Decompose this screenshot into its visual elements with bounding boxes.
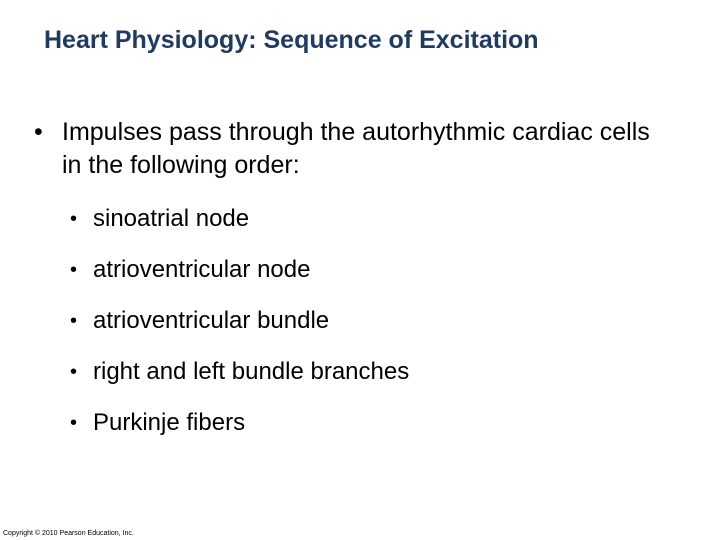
slide-title: Heart Physiology: Sequence of Excitation [44, 26, 539, 54]
sub-bullet-item [70, 255, 409, 306]
sub-bullet-item [70, 408, 409, 459]
bullet-dot-icon: • [70, 361, 78, 383]
sub-bullet-item [70, 306, 409, 357]
main-bullet-text: Impulses pass through the autorhythmic cardiac cells in the following order: [62, 118, 650, 179]
sub-bullet-text: sinoatrial node [93, 205, 250, 232]
sub-bullet-item [70, 357, 409, 408]
main-bullet [34, 116, 674, 182]
bullet-dot-icon: • [70, 208, 78, 230]
copyright-notice: Copyright © 2010 Pearson Education, Inc. [3, 530, 134, 537]
sub-bullet-text: atrioventricular bundle [93, 307, 330, 334]
bullet-dot-icon: • [70, 259, 78, 281]
sub-bullet-text: right and left bundle branches [93, 358, 410, 385]
sub-bullet-item [70, 204, 409, 255]
bullet-dot-icon: • [70, 412, 78, 434]
sub-bullet-text: Purkinje fibers [93, 409, 246, 436]
bullet-dot-icon: • [70, 310, 78, 332]
sub-bullet-list [70, 204, 409, 459]
bullet-dot-icon: • [34, 118, 43, 146]
sub-bullet-text: atrioventricular node [93, 256, 311, 283]
